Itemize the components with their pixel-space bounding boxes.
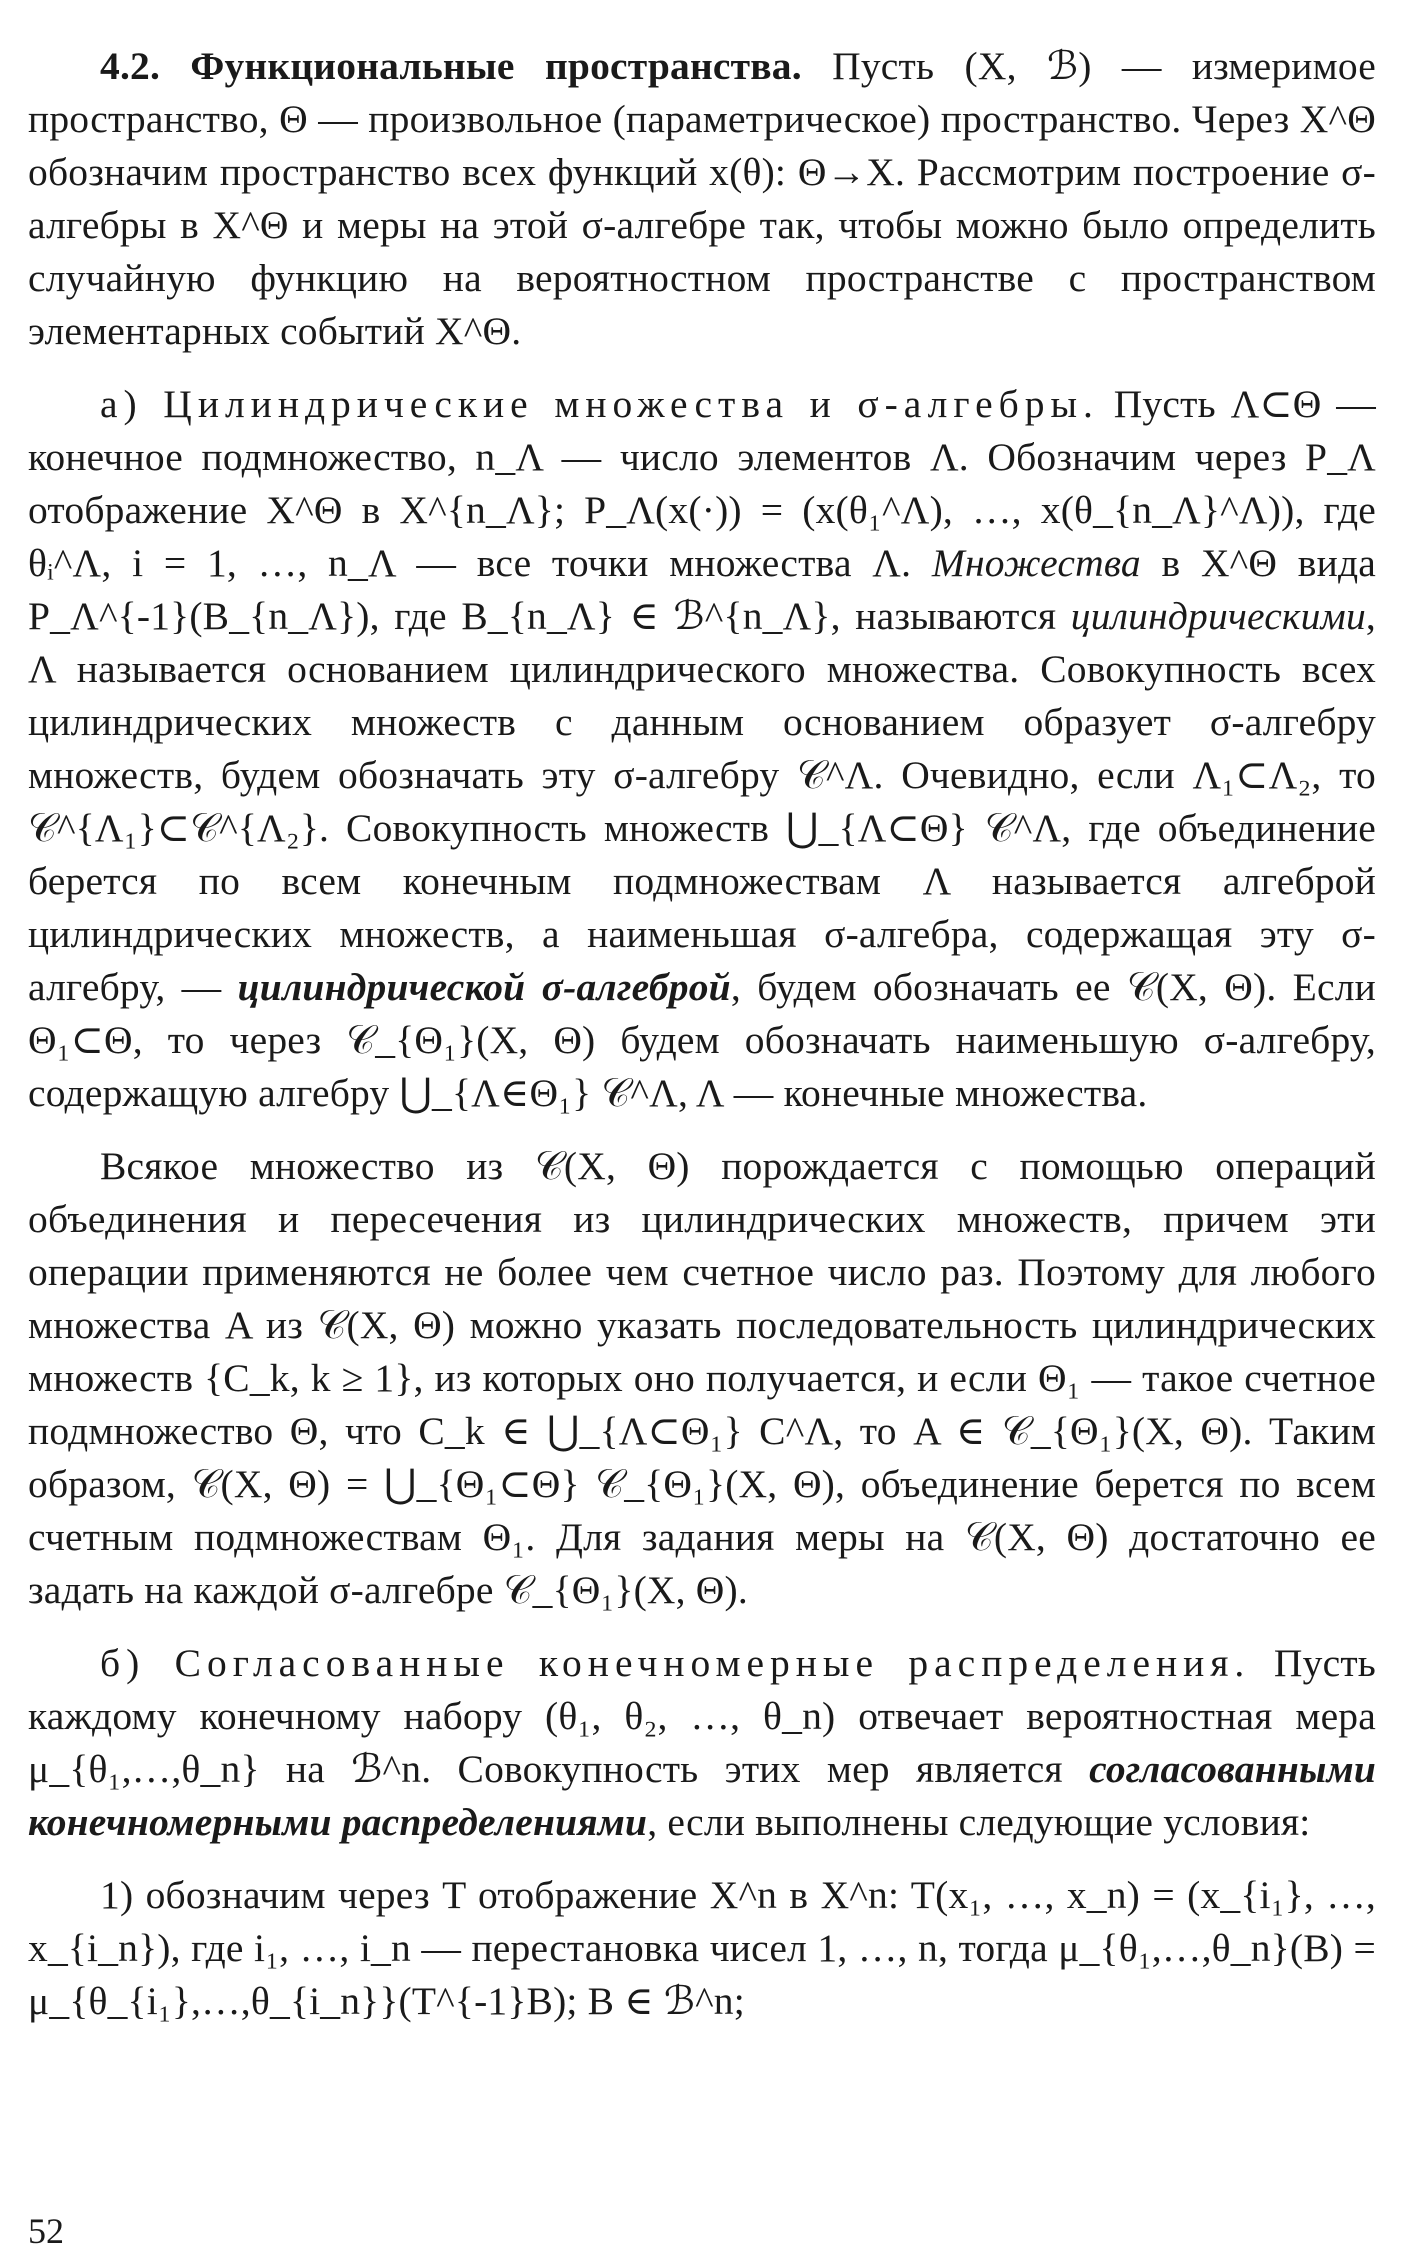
term-cylindrical-sigma-algebra: цилиндрической σ-алгеброй — [237, 965, 731, 1009]
emphasis-text: Множества — [931, 541, 1141, 585]
section-heading: 4.2. Функциональные пространства. — [100, 44, 802, 88]
paragraph-body — [28, 382, 1376, 1115]
paragraph-text: Пусть (X, ℬ) — измеримое пространство, Θ — произвольное (параметрическое) пространство. Через X^Θ обозначим пространство всех функций x(θ): Θ→X. Рассмотрим построение σ-алгебры в X^Θ и меры на этой σ-алгебре так, чтобы можно было определить случайную функцию на вероятностном пространстве с пространством элементарных событий X^Θ. — [28, 44, 1376, 353]
paragraph-text: 1) обозначим через T отображение X^n в X^n: T(x₁, …, x_n) = (x_{i₁}, …, x_{i_n}), где i₁, …, i_n — перестановка чисел 1, …, n, тогда μ_{θ₁,…,θ_n}(B) = μ_{θ_{i₁},…,θ_{i_n}}(T^{-1}B); B ∈ ℬ^n; — [28, 1873, 1376, 2023]
paragraph-text: Всякое множество из 𝒞(X, Θ) порождается с помощью операций объединения и пересечения из цилиндрических множеств, причем эти операции применяются не более чем счетное число раз. Поэтому для любого множества A из 𝒞(X, Θ) можно указать последовательность цилиндрических множеств {C_k, k ≥ 1}, из которых оно получается, и если Θ₁ — такое счетное подмножество Θ, что C_k ∈ ⋃_{Λ⊂Θ₁} C^Λ, то A ∈ 𝒞_{Θ₁}(X, Θ). Таким образом, 𝒞(X, Θ) = ⋃_{Θ₁⊂Θ} 𝒞_{Θ₁}(X, Θ), объединение берется по всем счетным подмножествам Θ₁. Для задания меры на 𝒞(X, Θ) достаточно ее задать на каждой σ-алгебре 𝒞_{Θ₁}(X, Θ). — [28, 1144, 1376, 1612]
body-text — [28, 40, 1376, 2042]
page-number: 52 — [28, 2211, 64, 2251]
paragraph-generation — [28, 1140, 1376, 1617]
paragraph-condition-1 — [28, 1869, 1376, 2028]
term-cylindrical: цилиндрическими — [1070, 594, 1366, 638]
paragraph-text: , Λ называется основанием цилиндрического множества. Совокупность всех цилиндрических множеств с данным основанием образует σ-алгебру множеств, будем обозначать эту σ-алгебру 𝒞^Λ. Очевидно, если Λ₁⊂Λ₂, то 𝒞^{Λ₁}⊂𝒞^{Λ₂}. Совокупность множеств ⋃_{Λ⊂Θ} 𝒞^Λ, где объединение берется по всем конечным подмножествам Λ называется алгеброй цилиндрических множеств, а наименьшая σ-алгебра, содержащая эту σ-алгебру, — — [28, 594, 1376, 1009]
paragraph-text: , будем обозначать ее 𝒞(X, Θ). Если Θ₁⊂Θ, то через 𝒞_{Θ₁}(X, Θ) будем обозначать наименьшую σ-алгебру, содержащую алгебру ⋃_{Λ∈Θ₁} 𝒞^Λ, Λ — конечные множества. — [28, 965, 1376, 1115]
paragraph-text: в X^Θ вида P_Λ^{-1}(B_{n_Λ}), где B_{n_Λ} ∈ ℬ^{n_Λ}, называются — [28, 541, 1376, 638]
subsection-heading: а) Цилиндрические множества и σ-алгебры. — [100, 382, 1099, 426]
paragraph-text: Пусть каждому конечному набору (θ₁, θ₂, …, θ_n) отвечает вероятностная мера μ_{θ₁,…,θ_n} на ℬ^n. Совокупность этих мер является — [28, 1641, 1376, 1791]
term-consistent-distributions: согласованными конечномерными распределениями — [28, 1747, 1376, 1844]
paragraph-consistent-distributions — [28, 1637, 1376, 1849]
paragraph-cylindrical-sets — [28, 378, 1376, 1120]
paragraph-text: Пусть Λ⊂Θ — конечное подмножество, n_Λ — число элементов Λ. Обозначим через P_Λ отображение X^Θ в X^{n_Λ}; P_Λ(x(·)) = (x(θ₁^Λ), …, x(θ_{n_Λ}^Λ)), где θᵢ^Λ, i = 1, …, n_Λ — все точки множества Λ. — [28, 382, 1376, 585]
paragraph-text: , если выполнены следующие условия: — [647, 1800, 1311, 1844]
subsection-heading: б) Согласованные конечномерные распределения. — [100, 1641, 1251, 1685]
paragraph-functional-spaces — [28, 40, 1376, 358]
